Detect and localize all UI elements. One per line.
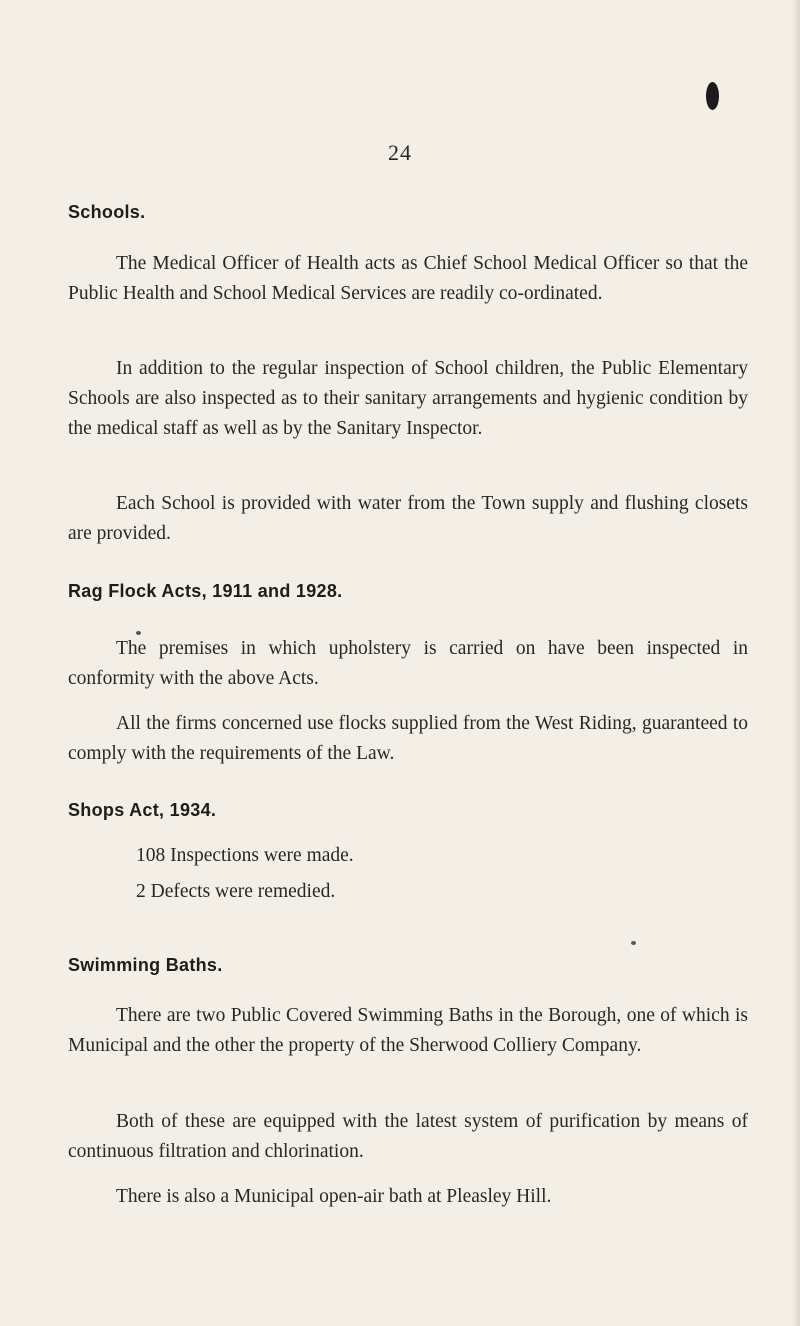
paragraph-schools-water-supply: Each School is provided with water from the Town supply and flushing closets are provided. — [68, 493, 748, 544]
paragraph-swimming-baths-open-air: There is also a Municipal open-air bath at Pleasley Hill. — [116, 1186, 552, 1207]
paragraph-rag-flock-firms: All the firms concerned use flocks supplied from the West Riding, guaranteed to comply with the requirements of the Law. — [68, 713, 748, 764]
ink-blot-mark — [706, 82, 719, 110]
shops-act-defects-line: 2 Defects were remedied. — [136, 881, 336, 902]
page-edge-shadow — [792, 0, 800, 1326]
heading-rag-flock-acts: Rag Flock Acts, 1911 and 1928. — [68, 581, 343, 601]
heading-schools: Schools. — [68, 202, 146, 222]
heading-shops-act: Shops Act, 1934. — [68, 800, 217, 820]
paragraph-rag-flock-premises: The premises in which upholstery is carried on have been inspected in conformity with the above Acts. — [68, 638, 748, 689]
stray-dot-mark — [631, 941, 636, 945]
shops-act-inspections-line: 108 Inspections were made. — [136, 845, 354, 866]
paragraph-schools-medical-officer: The Medical Officer of Health acts as Chief School Medical Officer so that the Public Health and School Medical Services are readily co-ordinated. — [68, 253, 748, 304]
paragraph-schools-inspection: In addition to the regular inspection of School children, the Public Elementary Schools are also inspected as to their sanitary arrangements and hygienic condition by the medical staff as well as by the Sanitary Inspector. — [68, 358, 748, 439]
heading-swimming-baths: Swimming Baths. — [68, 955, 223, 975]
paragraph-swimming-baths-purification: Both of these are equipped with the latest system of purification by means of continuous filtration and chlorination. — [68, 1111, 748, 1162]
paragraph-swimming-baths-two-public: There are two Public Covered Swimming Baths in the Borough, one of which is Municipal and the other the property of the Sherwood Colliery Company. — [68, 1005, 748, 1056]
page-number: 24 — [388, 140, 412, 165]
